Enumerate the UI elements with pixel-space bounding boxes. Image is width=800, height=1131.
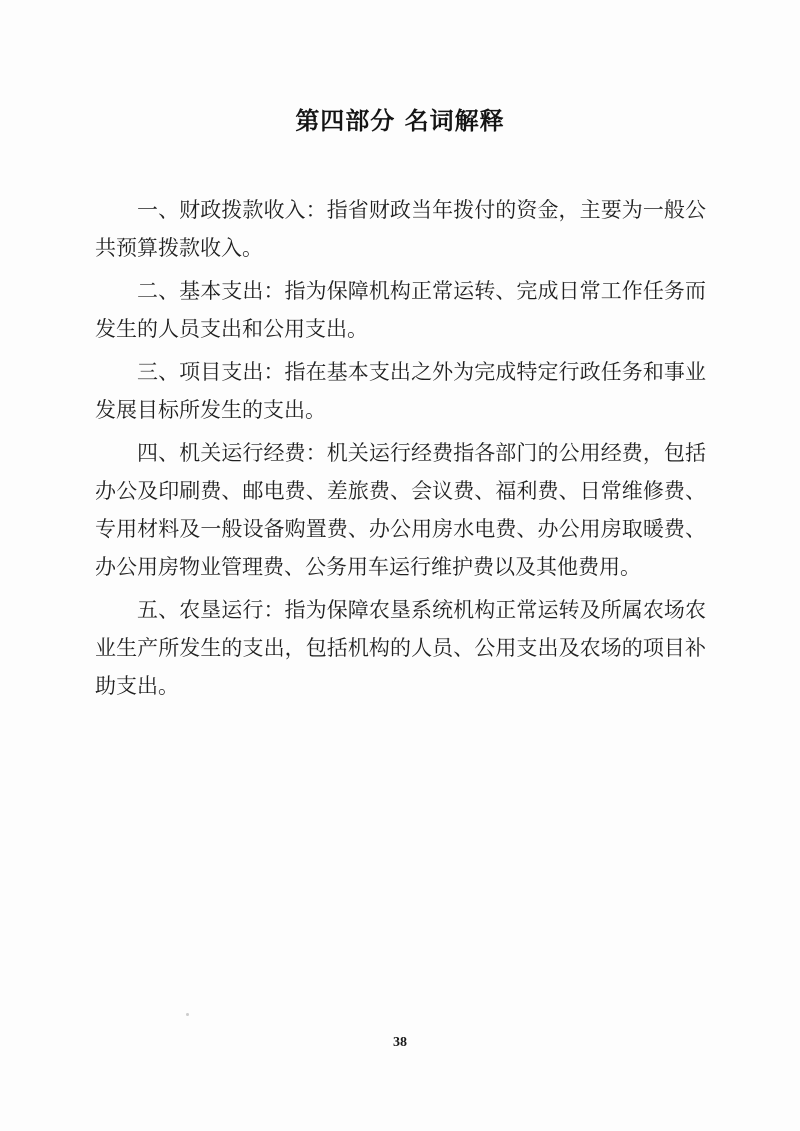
paragraph-project-expenditure: 三、项目支出：指在基本支出之外为完成特定行政任务和事业发展目标所发生的支出。 [95,360,706,422]
document-body [95,191,706,705]
paragraph-basic-expenditure: 二、基本支出：指为保障机构正常运转、完成日常工作任务而发生的人员支出和公用支出。 [95,279,706,341]
paragraph-fiscal-appropriation-income: 一、财政拨款收入：指省财政当年拨付的资金，主要为一般公共预算拨款收入。 [95,198,706,260]
scan-artifact-dot [186,1013,189,1016]
page-number: 38 [393,1035,407,1050]
paragraph-agricultural-reclamation-operation: 五、农垦运行：指为保障农垦系统机构正常运转及所属农场农业生产所发生的支出，包括机构的人员、公用支出及农场的项目补助支出。 [95,598,706,698]
paragraph-agency-operating-funds: 四、机关运行经费：机关运行经费指各部门的公用经费，包括办公及印刷费、邮电费、差旅费、会议费、福利费、日常维修费、专用材料及一般设备购置费、办公用房水电费、办公用房取暖费、办公用房物业管理费、公务用车运行维护费以及其他费用。 [95,441,706,579]
section-title: 第四部分 名词解释 [295,107,505,135]
